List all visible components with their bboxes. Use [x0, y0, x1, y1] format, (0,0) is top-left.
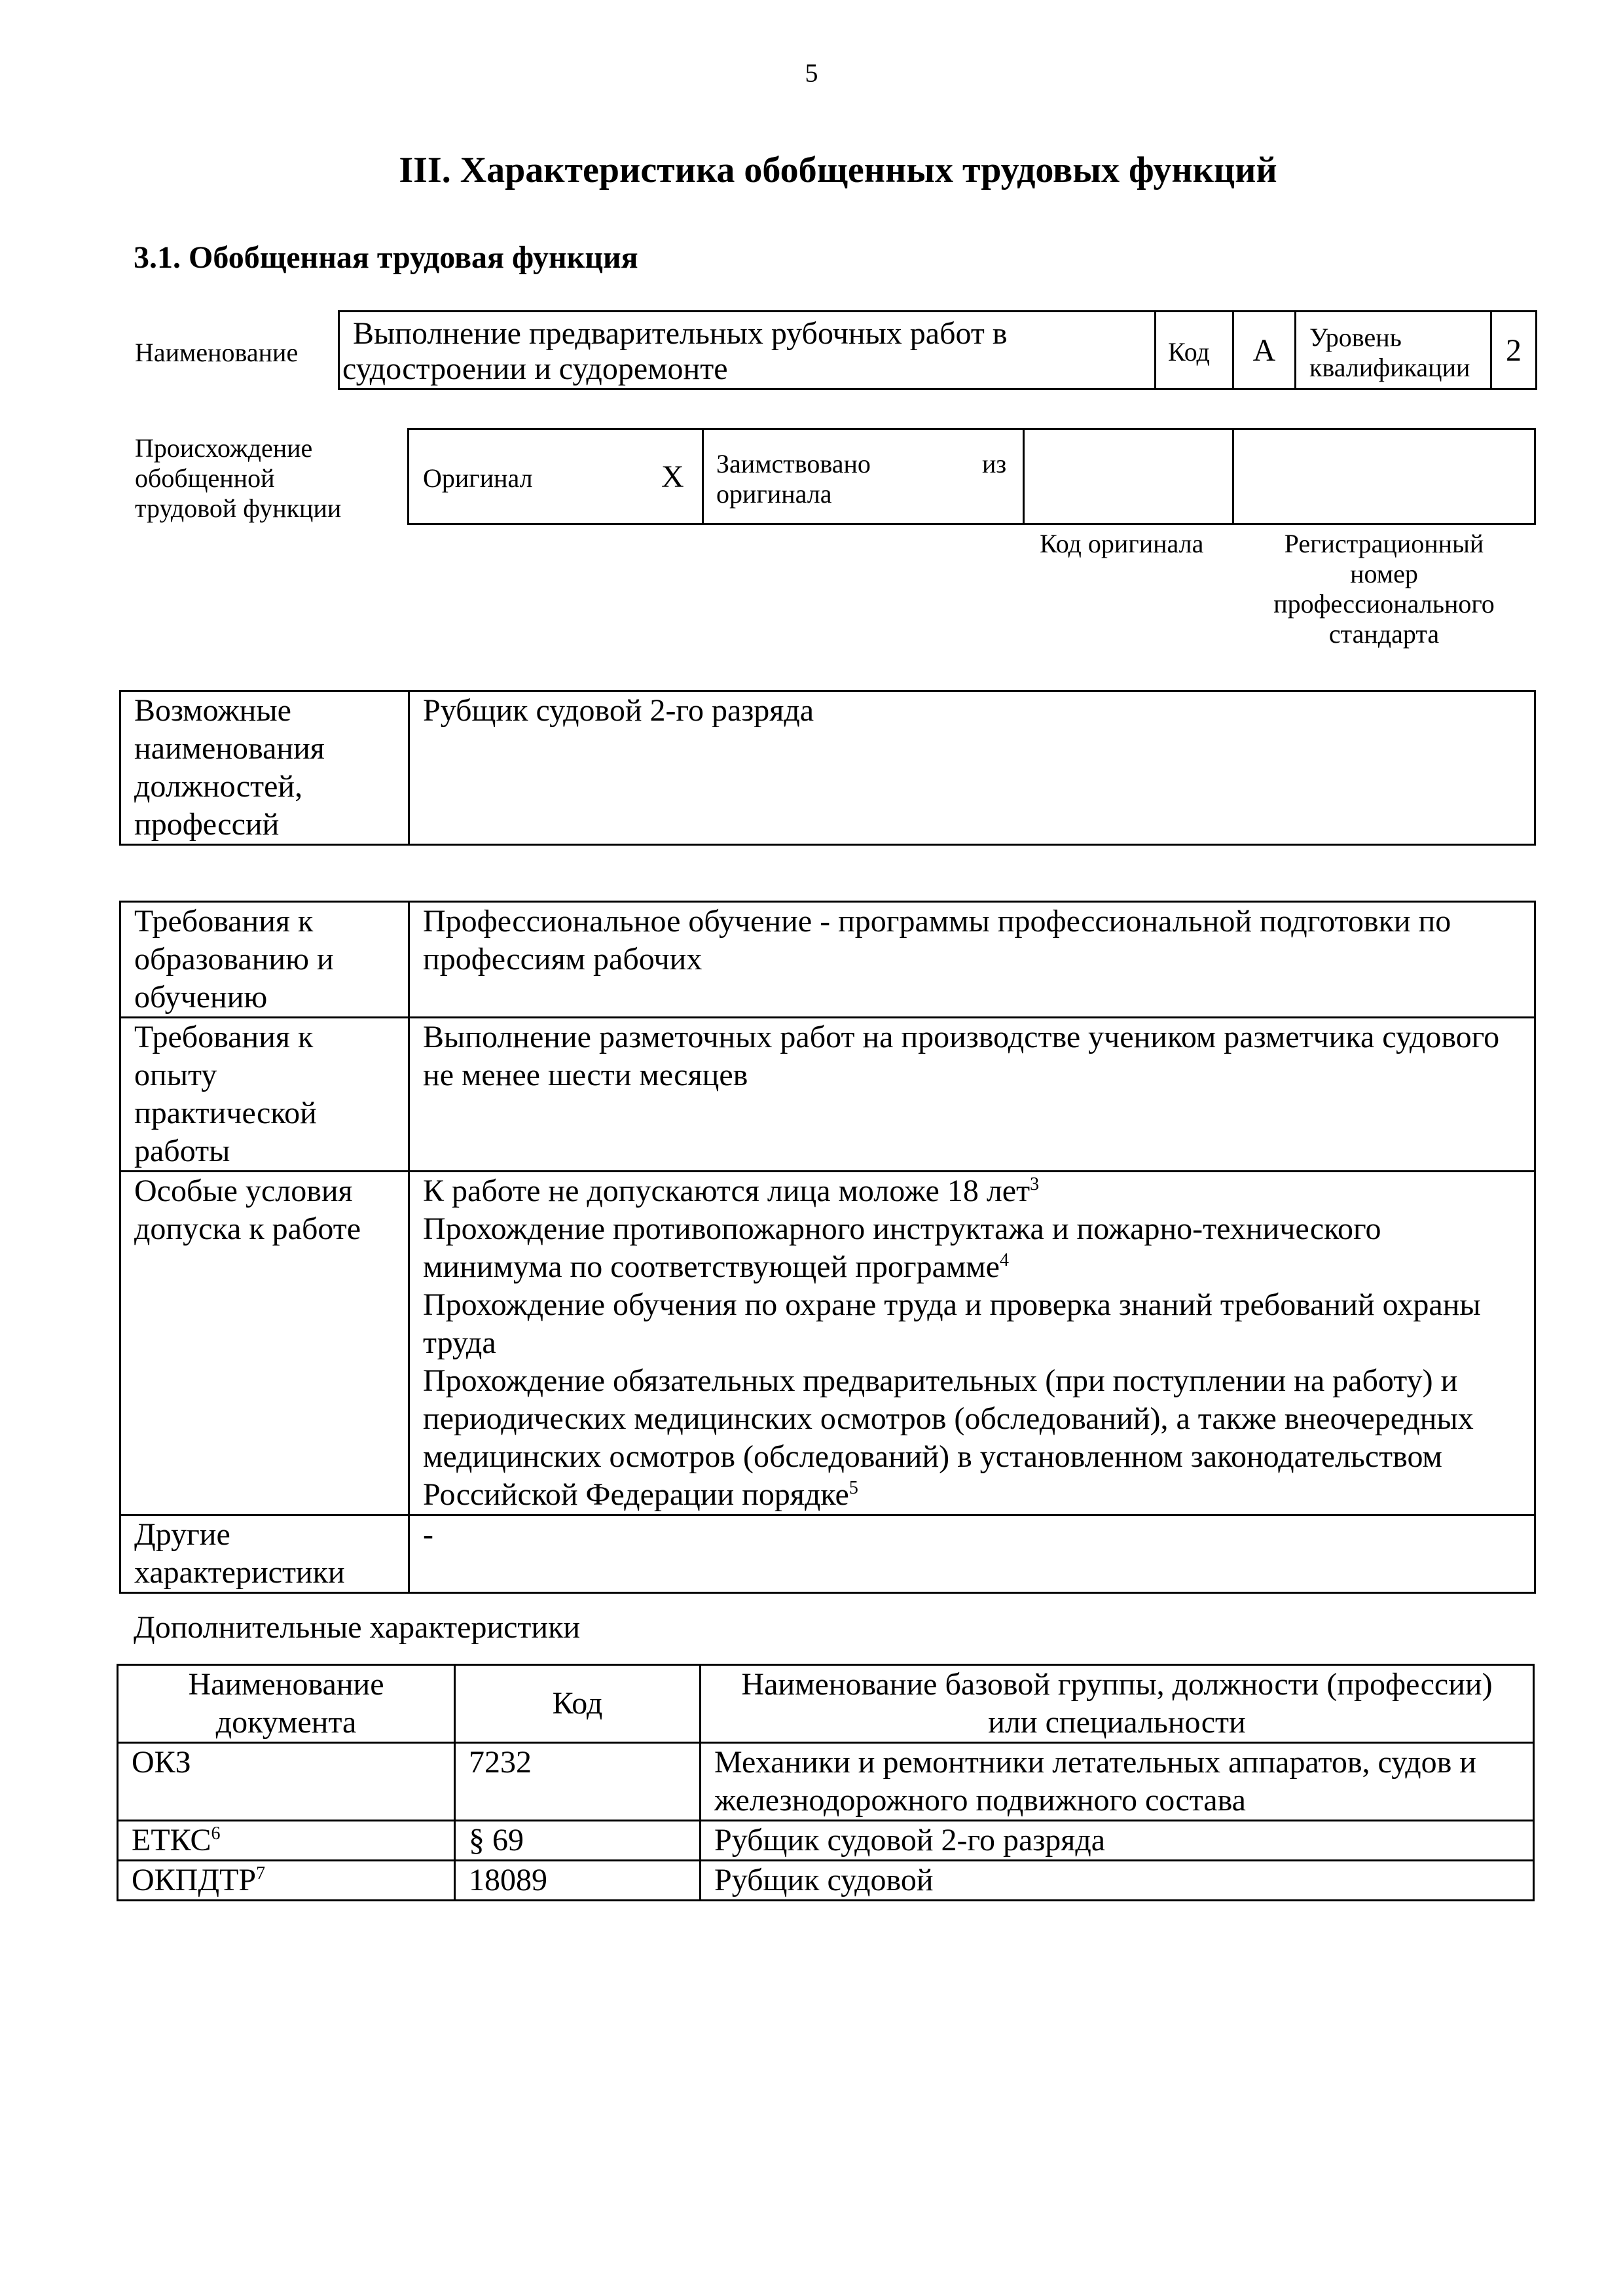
table-row: [120, 1018, 1535, 1172]
table-row: [118, 1821, 1534, 1861]
conditions-item: К работе не допускаются лица моложе 18 лет$^3$: [423, 1174, 1040, 1208]
level-label-line1: Уровень: [1309, 323, 1402, 352]
row-doc: ОКПДТР$^7$: [118, 1861, 455, 1901]
table-row: [120, 1172, 1535, 1515]
name-value-line2: судостроении и судоремонте: [342, 351, 728, 386]
experience-value: Выполнение разметочных работ на производстве учеником разметчика судового не менее шести месяцев: [409, 1018, 1535, 1172]
borrowed-label-b: из: [982, 449, 1007, 478]
education-value: Профессиональное обучение - программы профессиональной подготовки по профессиям рабочих: [409, 902, 1535, 1018]
table-row: [120, 1515, 1535, 1593]
section-title: III. Характеристика обобщенных трудовых функций: [399, 150, 1277, 190]
footnote-ref: 4: [999, 1250, 1009, 1270]
footnote-ref: 3: [1030, 1174, 1040, 1194]
other-value: -: [409, 1515, 1535, 1593]
code-label-cell: [1156, 310, 1232, 390]
row-code: § 69: [455, 1821, 701, 1861]
name-value-box: [338, 310, 1156, 390]
row-code: 7232: [455, 1743, 701, 1821]
additional-table: [117, 1664, 1535, 1901]
column-header-code: Код: [455, 1665, 701, 1743]
borrowed-label-line2: оригинала: [716, 479, 832, 509]
page-number: 5: [805, 58, 818, 88]
table-row: [120, 902, 1535, 1018]
original-mark: X: [661, 459, 684, 494]
row-name: Рубщик судовой: [701, 1861, 1534, 1901]
footnote-ref: 6: [211, 1823, 221, 1844]
level-value-box: [1490, 310, 1537, 390]
conditions-item: Прохождение обучения по охране труда и проверка знаний требований охраны труда: [423, 1287, 1481, 1360]
level-label-line2: квалификации: [1309, 353, 1470, 382]
level-value: 2: [1506, 333, 1522, 368]
footnote-ref: 7: [256, 1863, 266, 1884]
conditions-item: Прохождение противопожарного инструктажа и пожарно-технического минимума по соответствующей программе$^4$: [423, 1211, 1381, 1284]
code-value: А: [1252, 333, 1276, 368]
origin-label-line1: Происхождение: [135, 433, 313, 463]
table-row: [118, 1743, 1534, 1821]
reg-caption-line1: Регистрационный: [1284, 529, 1484, 558]
code-value-box: [1232, 310, 1296, 390]
name-label: Наименование: [135, 338, 299, 367]
name-value-line1: Выполнение предварительных рубочных работ в: [353, 316, 1008, 351]
table-row: [118, 1861, 1534, 1901]
origin-table: [407, 428, 1536, 525]
row-doc: ОКЗ: [118, 1743, 455, 1821]
level-label-cell: [1296, 310, 1490, 390]
conditions-item: Прохождение обязательных предварительных (при поступлении на работу) и периодических медицинских осмотров (обследований), а также внеочередных медицинских осмотров (обследований) в установленном законодательством Российской Федерации порядке$^5$: [423, 1363, 1474, 1512]
origin-label-line2: обобщенной: [135, 463, 275, 493]
other-label: Другие характеристики: [120, 1515, 409, 1593]
code-original-caption: Код оригинала: [1040, 529, 1204, 558]
footnote-ref: 5: [848, 1478, 858, 1498]
positions-value: Рубщик судовой 2-го разряда: [409, 691, 1535, 845]
column-header-doc: Наименование документа: [118, 1665, 455, 1743]
positions-table: [119, 690, 1536, 846]
code-label: Код: [1168, 337, 1210, 367]
table-row: [120, 691, 1535, 845]
reg-caption-line2: номер: [1350, 559, 1418, 588]
borrowed-label-a: Заимствовано: [716, 449, 871, 478]
conditions-label: Особые условия допуска к работе: [120, 1172, 409, 1515]
conditions-value: [409, 1172, 1535, 1515]
additional-title: Дополнительные характеристики: [134, 1610, 581, 1645]
subsection-title: 3.1. Обобщенная трудовая функция: [134, 240, 638, 275]
reg-caption-line3: профессионального: [1273, 589, 1495, 619]
positions-label: Возможные наименования должностей, профессий: [120, 691, 409, 845]
requirements-table: [119, 901, 1536, 1594]
row-name: Механики и ремонтники летательных аппаратов, судов и железнодорожного подвижного состава: [701, 1743, 1534, 1821]
row-name: Рубщик судовой 2-го разряда: [701, 1821, 1534, 1861]
reg-caption-line4: стандарта: [1328, 619, 1440, 649]
education-label: Требования к образованию и обучению: [120, 902, 409, 1018]
original-label: Оригинал: [423, 463, 533, 493]
row-code: 18089: [455, 1861, 701, 1901]
experience-label: Требования к опыту практической работы: [120, 1018, 409, 1172]
row-doc: ЕТКС$^6$: [118, 1821, 455, 1861]
column-header-name: Наименование базовой группы, должности (профессии) или специальности: [701, 1665, 1534, 1743]
table-header-row: [118, 1665, 1534, 1743]
origin-label-line3: трудовой функции: [135, 493, 342, 523]
